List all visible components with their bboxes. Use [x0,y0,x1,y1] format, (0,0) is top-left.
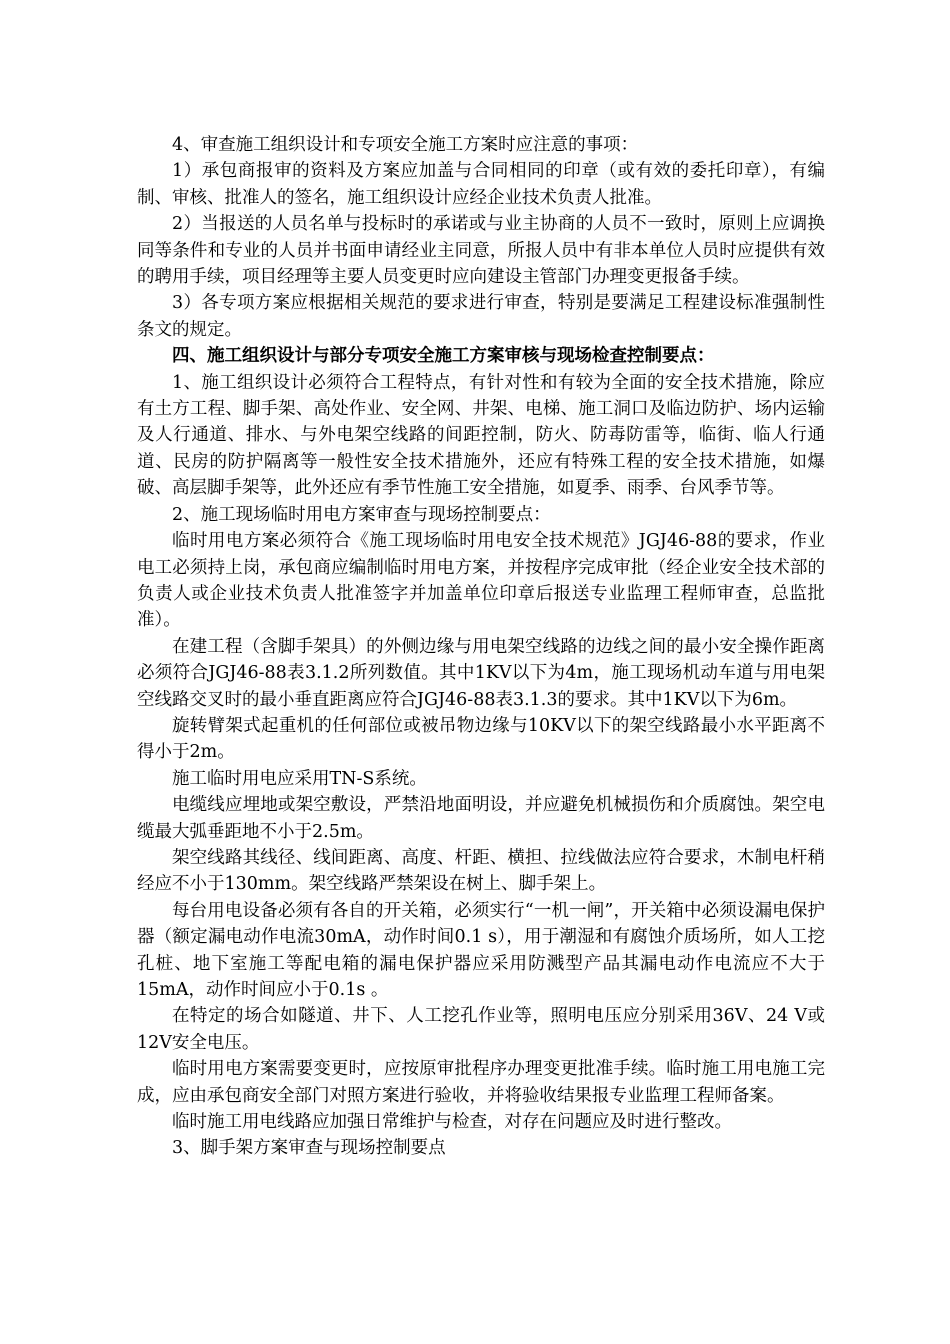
paragraph-review-notes-heading: 4、审查施工组织设计和专项安全施工方案时应注意的事项： [172,135,639,155]
document-body [137,132,825,1162]
paragraph-safe-distance: 在建工程（含脚手架具）的外侧边缘与用电架空线路的边线之间的最小安全操作距离必须符合JGJ46-88表3.1.2所列数值。其中1KV以下为4m，施工现场机动车道与用电架空线路交叉时的最小垂直距离应符合JGJ46-88表3.1.3的要求。其中1KV以下为6m。 [137,636,825,710]
paragraph-switch-box: 每台用电设备必须有各自的开关箱，必须实行“一机一闸”，开关箱中必须设漏电保护器（额定漏电动作电流30mA，动作时间0.1 s），用于潮湿和有腐蚀介质场所，如人工挖孔桩、地下室施工等配电箱的漏电保护器应采用防溅型产品其漏电动作电流应不大于15mA，动作时间应小于0.1s 。 [137,900,825,1000]
paragraph-crane-distance: 旋转臂架式起重机的任何部位或被吊物边缘与10KV以下的架空线路最小水平距离不得小于2m。 [137,715,825,763]
paragraph-lighting-voltage: 在特定的场合如隧道、井下、人工挖孔作业等，照明电压应分别采用36V、24 V或12V安全电压。 [137,1006,825,1053]
paragraph-temp-power-plan: 临时用电方案必须符合《施工现场临时用电安全技术规范》JGJ46-88的要求，作业电工必须持上岗，承包商应编制临时用电方案，并按程序完成审批（经企业安全技术部的负责人或企业技术负责人批准签字并加盖单位印章后报送专业监理工程师审查，总监批准）。 [137,531,825,631]
paragraph-scaffold-heading: 3、脚手架方案审查与现场控制要点 [172,1138,446,1159]
paragraph-overhead-lines: 架空线路其线径、线间距离、高度、杆距、横担、拉线做法应符合要求，木制电杆稍经应不小于130mm。架空线路严禁架设在树上、脚手架上。 [137,847,825,895]
paragraph-tns-system: 施工临时用电应采用TN-S系统。 [172,768,427,789]
paragraph-temp-power-heading: 2、施工现场临时用电方案审查与现场控制要点： [172,504,551,525]
section-heading-four: 四、施工组织设计与部分专项安全施工方案审核与现场检查控制要点： [172,346,715,367]
paragraph-cable-laying: 电缆线应埋地或架空敷设，严禁沿地面明设，并应避免机械损伤和介质腐蚀。架空电缆最大弧垂距地不小于2.5m。 [137,795,825,842]
paragraph-item-1: 1）承包商报审的资料及方案应加盖与合同相同的印章（或有效的委托印章），有编制、审核、批准人的签名，施工组织设计应经企业技术负责人批准。 [137,161,825,208]
paragraph-item-3: 3）各专项方案应根据相关规范的要求进行审查，特别是要满足工程建设标准强制性条文的规定。 [137,293,825,340]
paragraph-maintenance: 临时施工用电线路应加强日常维护与检查，对存在问题应及时进行整改。 [172,1112,732,1133]
paragraph-item-2: 2）当报送的人员名单与投标时的承诺或与业主协商的人员不一致时，原则上应调换同等条件和专业的人员并书面申请经业主同意，所报人员中有非本单位人员时应提供有效的聘用手续，项目经理等主要人员变更时应向建设主管部门办理变更报备手续。 [137,214,825,288]
paragraph-plan-change: 临时用电方案需要变更时，应按原审批程序办理变更批准手续。临时施工用电施工完成，应由承包商安全部门对照方案进行验收，并将验收结果报专业监理工程师备案。 [137,1059,825,1106]
paragraph-construction-design: 1、施工组织设计必须符合工程特点，有针对性和有较为全面的安全技术措施，除应有土方工程、脚手架、高处作业、安全网、井架、电梯、施工洞口及临边防护、场内运输及人行通道、排水、与外电架空线路的间距控制，防火、防毒防雷等，临街、临人行通道、民房的防护隔离等一般性安全技术措施外，还应有特殊工程的安全技术措施，如爆破、高层脚手架等，此外还应有季节性施工安全措施，如夏季、雨季、台风季节等。 [137,372,825,499]
